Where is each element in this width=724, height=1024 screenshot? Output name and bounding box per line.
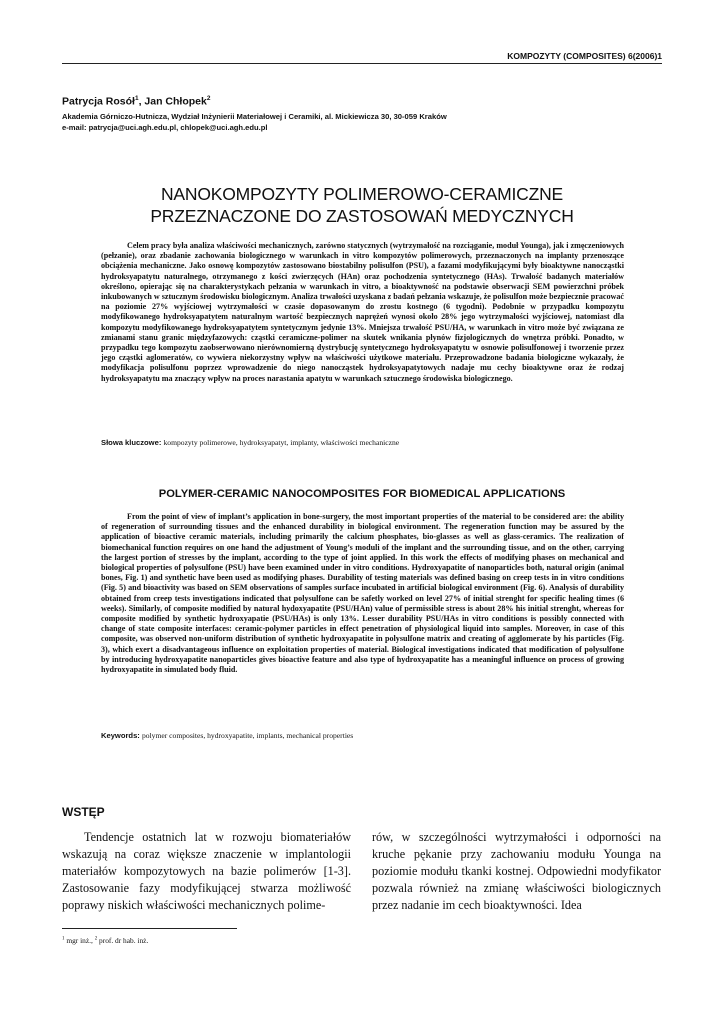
author-2-mark: 2	[206, 95, 211, 102]
author-separator: ,	[138, 95, 145, 108]
header-rule	[62, 63, 662, 64]
footnote-mark-2: 2	[94, 936, 98, 942]
keywords-en-label: Keywords:	[101, 731, 140, 740]
keywords-pl	[101, 438, 624, 447]
section-heading: WSTĘP	[62, 805, 105, 819]
abstract-pl-text: Celem pracy była analiza właściwości mechanicznych, zarówno statycznych (wytrzymałość na rozciąganie, moduł Younga), jak i zmęczeniowych (pełzanie), oraz zbadanie zachowania biologicznego w warunkach in vitro kompozytów polimerowych, przeznaczonych na implanty przenoszące obciążenia mechaniczne. Jako osnowę kompozytów zastosowano biostabilny polisulfon (PSU), a fazami modyfikującymi były bioaktywne nanocząstki hydroksyapatytu naturalnego, otrzymanego z kości zwierzęcych (HAn) oraz pochodzenia syntetycznego (HAs). Trwałość badanych materiałów określono, opierając się na charakterystykach pełzania w warunkach in vitro, a bioaktywność na podstawie obserwacji SEM powierzchni próbek inkubowanych w sztucznym środowisku biologicznym. Analiza trwałości uzyskana z badań pełzania wskazuje, że polisulfon może bezpiecznie pracować na poziomie 27% wyjściowej wytrzymałości w czasie dopasowanym do zrostu kostnego (6 tygodni). Podobnie w przypadku kompozytu modyfikowanego hydroksyapatytem naturalnym wartość bezpiecznych naprężeń wynosi około 28% jego wytrzymałości wyjściowej, natomiast dla kompozytu modyfikowanego hydroksyapatytem syntetycznym jedynie 13%. Mniejsza trwałość PSU/HA, w warunkach in vitro może być związana ze zmianami stanu granic międzyfazowych: cząstki ceramiczne-polimer na skutek wnikania płynów fizjologicznych do wnętrza próbki. Ponadto, w przypadku tego kompozytu zaobserwowano nierównomierną dystrybucję syntetycznego hydroksyapatytu w osnowie polisulfonowej i tworzenie przez jego cząstki aglomeratów, co wywiera niekorzystny wpływ na właściwości użytkowe materiału. Przeprowadzone badania biologiczne wykazały, że modyfikacja polisulfonu poprzez wprowadzenie do niego nanocząstek hydroksyapatytowych nadaje mu cechy bioaktywne oraz że rodzaj hydroksyapatytu ma znaczący wpływ na proces narastania apatytu w warunkach sztucznego środowiska biologicznego.	[101, 241, 624, 383]
keywords-en-values: polymer composites, hydroxyapatite, implants, mechanical properties	[141, 731, 354, 740]
footnote-mark-1: 1	[62, 936, 65, 942]
title-line-1: NANOKOMPOZYTY POLIMEROWO-CERAMICZNE	[160, 184, 563, 204]
abstract-en-text: From the point of view of implant’s application in bone-surgery, the most important properties of the material to be considered are: the ability of regeneration of surrounding tissues and the enhanced durability in biological environment. The regeneration function may be assured by the application of bioactive ceramic materials, including primarily the calcium phosphates, bio-glasses as well as glass-ceramics. The realization of biomechanical function requires on one hand the adjustment of Young’s moduli of the implant and the surrounding tissue, and on the other, carrying the largest portion of stresses by the implant, according to the type of joint applied. In this work the effects of modifying phases on mechanical and biological properties of polysulfone (PSU) have been examined under in vitro conditions. Hydroxyapatite of nanoparticles both, natural origin (animal bones, Fig. 1) and synthetic have been used as modifying phases. Durability of testing materials was defined basing on creep tests in in vitro conditions (Fig. 5) and bioactivity was based on SEM observations of samples surface incubated in artificial biological environment (Fig. 6). Analysis of durability obtained from creep tests investigations indicated that polysulfone can be safetly worked on level 27% of initial strenght for specific healing times (6 weeks). Similarly, of composite modified by natural hydoxyapatite (PSU/HAn) value of permissible stress is about 28% his initial strenght, whereas for composite modified by synthetic hydroxyapatie (PSU/HAs) is only 13%. Lesser durability PSU/HAs in vitro conditions is possibly connected with change of state composite interfaces: ceramic-polymer particles in effect penetration of physiological liquid into samples. Moreover, in case of this composite, was observed non-uniform distribution of synthetic hydroxyapatite in polysulfone matrix and creating of agglomerate by his particles (Fig. 3), which exert a disadvantageous influence on exploitation properties of material. Biological investigations indicated that modification of polysulfone by introducing hydroxyapatite nanoparticles gives bioactive feature and also type of hydroxyapatite has a meaningful influence on process of growing hydroxyapatite in simulated body fluid.	[101, 512, 624, 675]
footnote-text-2: prof. dr hab. inż.	[97, 936, 149, 945]
author-1: Patrycja Rosół	[62, 95, 135, 108]
abstract-pl	[101, 241, 624, 384]
body-column-right	[372, 829, 661, 914]
paper-title	[62, 183, 662, 227]
affiliation-email: e-mail: patrycja@uci.agh.edu.pl, chlopek@uci.agh.edu.pl	[62, 123, 268, 132]
keywords-pl-values: kompozyty polimerowe, hydroksyapatyt, implanty, właściwości mechaniczne	[163, 438, 400, 447]
body-column-left	[62, 829, 351, 914]
abstract-en	[101, 512, 624, 675]
footnote-rule	[62, 928, 237, 929]
footnote	[62, 936, 148, 945]
affiliation-address: Akademia Górniczo-Hutnicza, Wydział Inżynierii Materiałowej i Ceramiki, al. Mickiewicza 30, 30-059 Kraków	[62, 112, 447, 121]
body-left-text: Tendencje ostatnich lat w rozwoju biomateriałów wskazują na coraz większe znaczenie w implantologii materiałów kompozytowych na bazie polimerów [1-3]. Zastosowanie fazy modyfikującej stwarza możliwość poprawy niskich właściwości mechanicznych polime-	[62, 830, 351, 912]
affiliation	[62, 111, 662, 133]
authors	[62, 95, 210, 108]
keywords-pl-label: Słowa kluczowe:	[101, 438, 162, 447]
footnote-text-1: mgr inż.,	[64, 936, 95, 945]
keywords-en	[101, 731, 624, 740]
journal-header: KOMPOZYTY (COMPOSITES) 6(2006)1	[507, 51, 662, 61]
title-line-2: PRZEZNACZONE DO ZASTOSOWAŃ MEDYCZNYCH	[150, 206, 574, 226]
english-title: POLYMER-CERAMIC NANOCOMPOSITES FOR BIOMEDICAL APPLICATIONS	[158, 488, 566, 500]
body-right-text: rów, w szczególności wytrzymałości i odporności na kruche pękanie przy zachowaniu modułu Younga na poziomie modułu tkanki kostnej. Odpowiedni modyfikator pozwala również na zmianę właściwości biologicznych przez nadanie im cech bioaktywności. Idea	[372, 830, 661, 912]
author-1-mark: 1	[134, 95, 139, 102]
author-2: Jan Chłopek	[144, 95, 207, 108]
